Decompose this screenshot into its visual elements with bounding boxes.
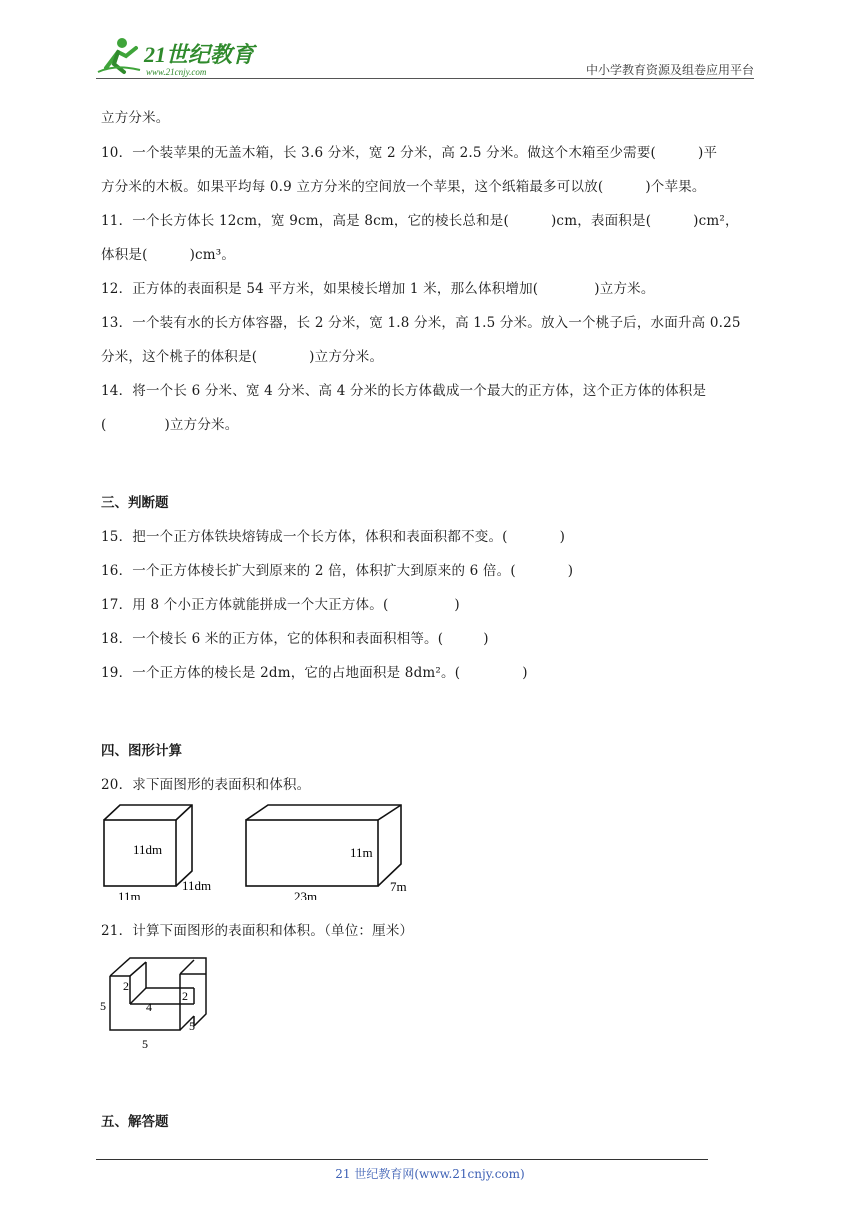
cube-width-label: 11m	[118, 889, 141, 900]
question-20: 20．求下面图形的表面积和体积。	[101, 777, 311, 793]
bottom-length-label: 5	[142, 1037, 148, 1051]
logo-url: www.21cnjy.com	[146, 67, 207, 77]
inner-left-height-label: 2	[123, 979, 129, 993]
inner-width-label: 4	[146, 1000, 152, 1014]
cuboid-depth-label: 7m	[390, 879, 407, 894]
question-11-line-1: 11．一个长方体长 12cm，宽 9cm，高是 8cm，它的棱长总和是( )cm，表面积是( )cm²，	[101, 213, 739, 229]
depth-label: 5	[189, 1019, 195, 1033]
question-14-line-1: 14．将一个长 6 分米、宽 4 分米、高 4 分米的长方体截成一个最大的正方体，这个正方体的体积是	[101, 383, 707, 399]
question-10-line-2: 方分米的木板。如果平均每 0.9 立方分米的空间放一个苹果，这个纸箱最多可以放( )个苹果。	[101, 179, 706, 195]
question-21: 21．计算下面图形的表面积和体积。（单位：厘米）	[101, 923, 414, 939]
question-15: 15．把一个正方体铁块熔铸成一个长方体，体积和表面积都不变。( )	[101, 529, 566, 545]
question-12: 12．正方体的表面积是 54 平方米，如果棱长增加 1 米，那么体积增加( )立方米。	[101, 281, 655, 297]
header-platform-text: 中小学教育资源及组卷应用平台	[585, 63, 754, 77]
question-17: 17．用 8 个小正方体就能拼成一个大正方体。( )	[101, 597, 460, 613]
question-18: 18．一个棱长 6 米的正方体，它的体积和表面积相等。( )	[101, 631, 489, 647]
question-11-line-2: 体积是( )cm³。	[101, 247, 236, 263]
footer-divider	[96, 1159, 708, 1160]
q21-figure	[96, 944, 216, 1052]
q20-figures	[96, 800, 426, 900]
cuboid-width-label: 23m	[294, 889, 318, 900]
header-divider	[96, 78, 754, 79]
cuboid-height-label: 11m	[350, 845, 373, 860]
cuboid-figure	[246, 805, 401, 886]
question-13-line-1: 13．一个装有水的长方体容器，长 2 分米，宽 1.8 分米，高 1.5 分米。放入一个桃子后，水面升高 0.25	[101, 315, 741, 331]
footer-link[interactable]: 21 世纪教育网(www.21cnjy.com)	[335, 1167, 525, 1181]
question-13-line-2: 分米，这个桃子的体积是( )立方分米。	[101, 349, 384, 365]
logo-runner-icon	[96, 34, 266, 78]
left-height-label: 5	[100, 999, 106, 1013]
right-height-label: 2	[182, 989, 188, 1003]
text-line: 立方分米。	[101, 110, 170, 126]
cube-height-label: 11dm	[133, 842, 163, 857]
question-10-line-1: 10．一个装苹果的无盖木箱，长 3.6 分米，宽 2 分米，高 2.5 分米。做这个木箱至少需要( )平	[101, 145, 718, 161]
section-title: 四、图形计算	[101, 743, 182, 759]
question-19: 19．一个正方体的棱长是 2dm，它的占地面积是 8dm²。( )	[101, 665, 528, 681]
logo-text: 21世纪教育	[144, 42, 255, 67]
section-title: 三、判断题	[101, 495, 169, 511]
site-logo	[96, 34, 266, 78]
question-16: 16．一个正方体棱长扩大到原来的 2 倍，体积扩大到原来的 6 倍。( )	[101, 563, 574, 579]
question-14-line-2: ( )立方分米。	[101, 417, 239, 433]
section-title: 五、解答题	[101, 1114, 169, 1130]
cube-depth-label: 11dm	[182, 878, 212, 893]
